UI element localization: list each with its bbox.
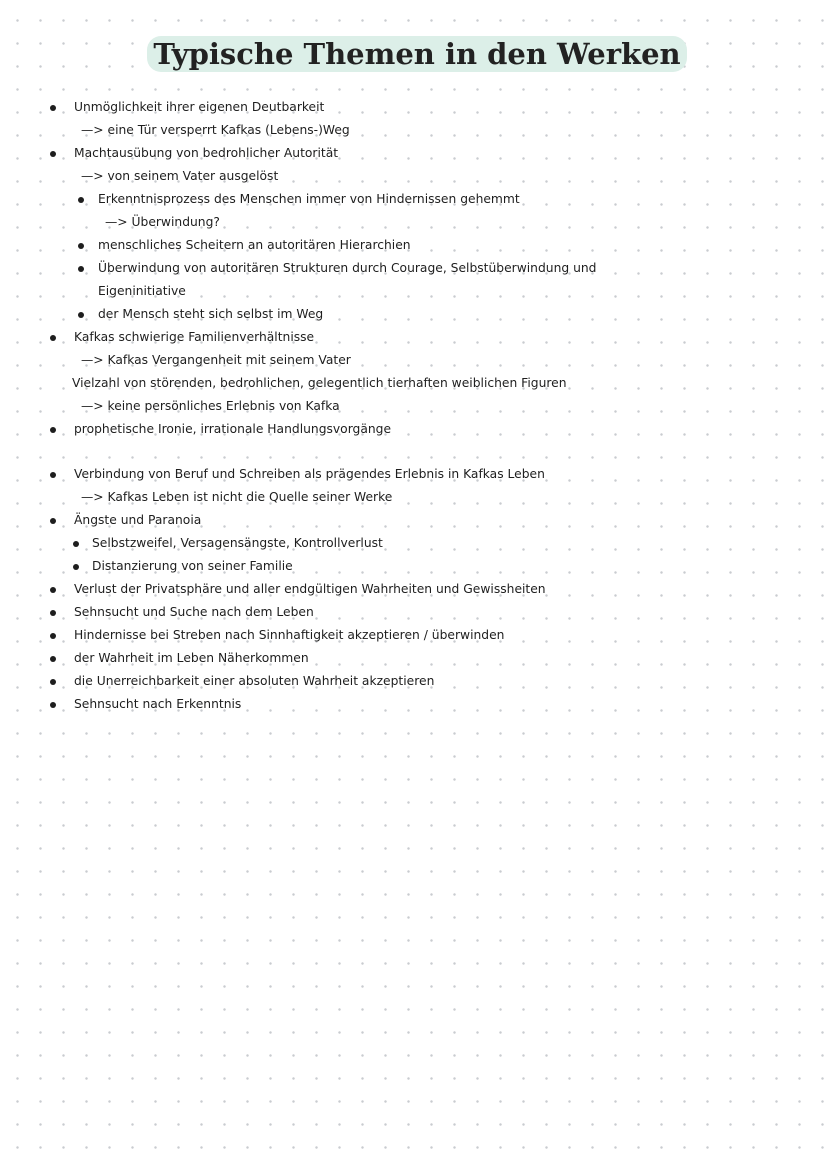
- sub-list-item: [0, 234, 828, 257]
- plain-line: [0, 372, 828, 395]
- sub-item-arrow: [0, 395, 828, 418]
- list-item: [0, 693, 828, 716]
- item-text: Kafkas schwierige Familienverhältnisse: [74, 330, 315, 344]
- item-text: —> keine persönliches Erlebnis von Kafka: [81, 399, 340, 413]
- bullet-icon: [50, 587, 56, 593]
- bullet-icon: [50, 679, 56, 685]
- item-text: Vielzahl von störenden, bedrohlichen, gelegentlich tierhaften weiblichen Figuren: [72, 376, 567, 390]
- item-text: —> von seinem Vater ausgelöst: [81, 169, 279, 183]
- bullet-icon: [50, 151, 56, 157]
- bullet-icon: [50, 427, 56, 433]
- bullet-icon: [50, 105, 56, 111]
- item-text: Distanzierung von seiner Familie: [92, 559, 293, 573]
- sub-item-arrow: [0, 486, 828, 509]
- bullet-icon: [50, 610, 56, 616]
- bullet-icon: [78, 197, 84, 203]
- sub-item-arrow: [0, 349, 828, 372]
- list-item: [0, 463, 828, 486]
- sub-list-item: [0, 555, 828, 578]
- sub-item-arrow: [0, 165, 828, 188]
- list-item: [0, 509, 828, 532]
- item-text: der Mensch steht sich selbst im Weg: [98, 307, 324, 321]
- item-text: Überwindung von autoritären Strukturen durch Courage, Selbstüberwindung und: [98, 261, 597, 275]
- sub-list-item: [0, 188, 828, 211]
- spacer: [0, 441, 828, 463]
- item-text: Sehnsucht und Suche nach dem Leben: [74, 605, 314, 619]
- list-item: [0, 601, 828, 624]
- bullet-icon: [50, 472, 56, 478]
- list-item: [0, 418, 828, 441]
- item-text: Selbstzweifel, Versagensängste, Kontrollverlust: [92, 536, 383, 550]
- bullet-icon: [78, 266, 84, 272]
- item-text: die Unerreichbarkeit einer absoluten Wahrheit akzeptieren: [74, 674, 435, 688]
- list-item: [0, 670, 828, 693]
- item-text: Machtausübung von bedrohlicher Autorität: [74, 146, 339, 160]
- bullet-icon: [50, 702, 56, 708]
- list-item: [0, 96, 828, 119]
- sub-list-item: [0, 257, 828, 280]
- continuation-line: [0, 280, 828, 303]
- list-item: [0, 647, 828, 670]
- item-text: Sehnsucht nach Erkenntnis: [74, 697, 242, 711]
- item-text: —> Kafkas Leben ist nicht die Quelle seiner Werke: [81, 490, 393, 504]
- bullet-icon: [78, 243, 84, 249]
- sub-item-arrow: [0, 211, 828, 234]
- sub-item-arrow: [0, 119, 828, 142]
- item-text: Eigeninitiative: [98, 284, 186, 298]
- item-text: Unmöglichkeit ihrer eigenen Deutbarkeit: [74, 100, 325, 114]
- item-text: Hindernisse bei Streben nach Sinnhaftigkeit akzeptieren / überwinden: [74, 628, 505, 642]
- item-text: —> Überwindung?: [105, 215, 220, 229]
- bullet-icon: [78, 312, 84, 318]
- item-text: Erkenntnisprozess des Menschen immer von Hindernissen gehemmt: [98, 192, 520, 206]
- list-item: [0, 326, 828, 349]
- bullet-icon: [50, 518, 56, 524]
- title-container: [0, 36, 828, 72]
- page-title: Typische Themen in den Werken: [147, 36, 686, 72]
- item-text: der Wahrheit im Leben Näherkommen: [74, 651, 309, 665]
- sub-list-item: [0, 532, 828, 555]
- item-text: —> Kafkas Vergangenheit mit seinem Vater: [81, 353, 351, 367]
- item-text: Verlust der Privatsphäre und aller endgültigen Wahrheiten und Gewissheiten: [74, 582, 546, 596]
- bullet-icon: [73, 541, 79, 547]
- bullet-icon: [50, 633, 56, 639]
- bullet-icon: [73, 564, 79, 570]
- list-item: [0, 578, 828, 601]
- item-text: Verbindung von Beruf und Schreiben als prägendes Erlebnis in Kafkas Leben: [74, 467, 545, 481]
- list-item: [0, 142, 828, 165]
- item-text: Ängste und Paranoia: [74, 513, 202, 527]
- item-text: —> eine Tür versperrt Kafkas (Lebens-)Weg: [81, 123, 350, 137]
- item-text: menschliches Scheitern an autoritären Hierarchien: [98, 238, 411, 252]
- list-item: [0, 624, 828, 647]
- notes-list: [0, 96, 828, 716]
- sub-list-item: [0, 303, 828, 326]
- bullet-icon: [50, 656, 56, 662]
- item-text: prophetische Ironie, irrationale Handlungsvorgänge: [74, 422, 392, 436]
- bullet-icon: [50, 335, 56, 341]
